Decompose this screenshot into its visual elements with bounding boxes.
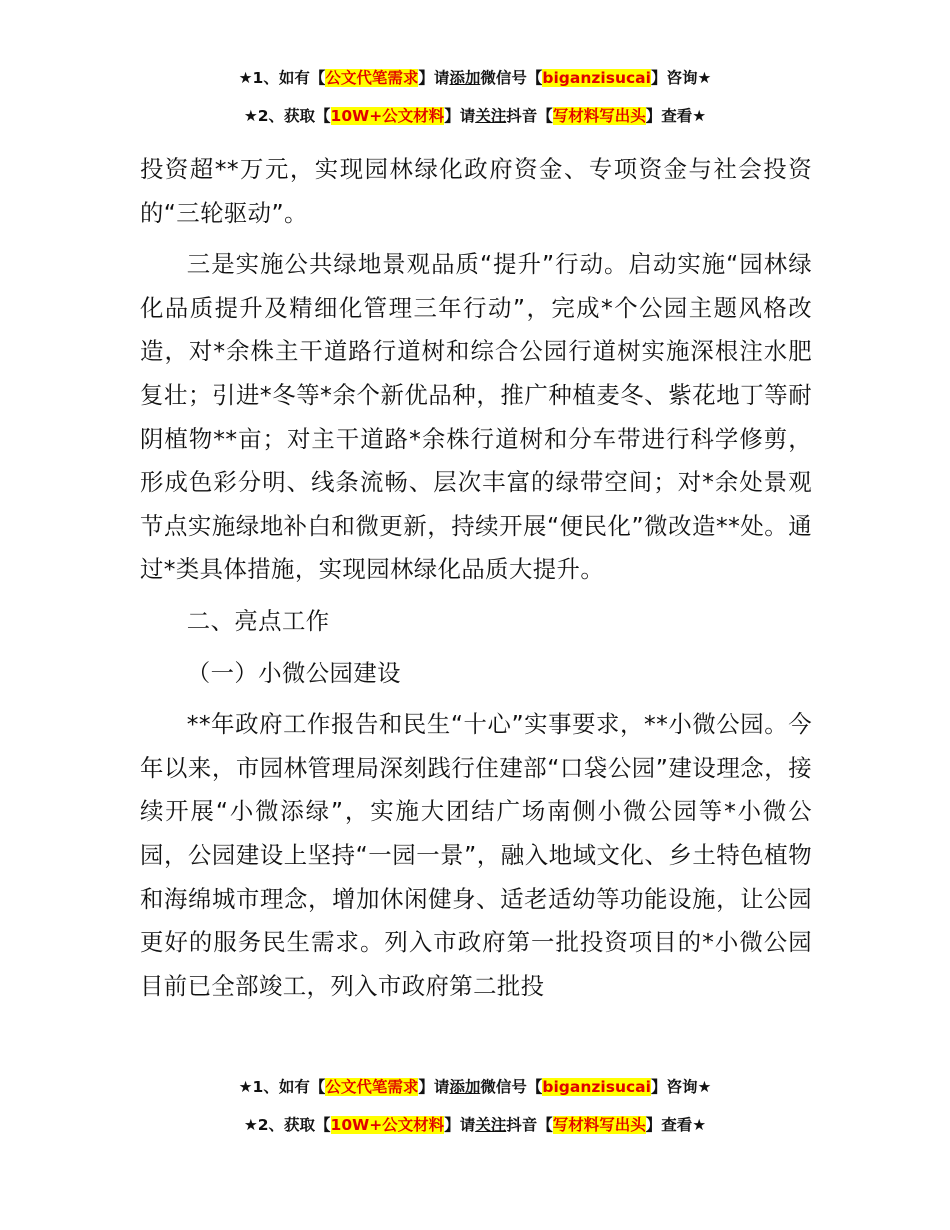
banner-line-1	[0, 59, 950, 97]
banner-text: 2、获取【	[257, 107, 331, 125]
document-body	[140, 148, 812, 1008]
banner-highlight-service: 公文代笔需求	[325, 69, 419, 87]
banner-highlight-douyin: 写材料写出头	[552, 1116, 646, 1134]
banner-line-2	[0, 97, 950, 135]
paragraph-small-parks: **年政府工作报告和民生“十心”实事要求，**小微公园。今年以来，市园林管理局深刻践行住建部“口袋公园”建设理念，接续开展“小微添绿”，实施大团结广场南侧小微公园等*小微公园，公园建设上坚持“一园一景”，融入地域文化、乡土特色植物和海绵城市理念，增加休闲健身、适老适幼等功能设施，让公园更好的服务民生需求。列入市政府第一批投资项目的*小微公园目前已全部竣工，列入市政府第二批投	[140, 710, 812, 1000]
banner-text: 1、如有【	[252, 1078, 326, 1096]
banner-text: 】请	[444, 107, 476, 125]
banner-text: 】请	[418, 69, 450, 87]
star-icon: ★	[692, 107, 707, 125]
banner-highlight-wechat: biganzisucai	[542, 69, 651, 87]
banner-highlight-materials: 10W+公文材料	[330, 1116, 445, 1134]
footer-banner	[0, 1068, 950, 1144]
section-heading: 二、亮点工作	[186, 606, 330, 635]
banner-text: 1、如有【	[252, 69, 326, 87]
banner-underline: 关注	[475, 1116, 507, 1134]
header-banner	[0, 59, 950, 135]
subsection-heading: （一）小微公园建设	[186, 658, 401, 687]
banner-underline: 关注	[475, 107, 507, 125]
banner-text: 】咨询	[650, 69, 698, 87]
banner-text: 微信号【	[480, 1078, 543, 1096]
banner-text: 】请	[418, 1078, 450, 1096]
banner-highlight-wechat: biganzisucai	[542, 1078, 651, 1096]
banner-text: 2、获取【	[257, 1116, 331, 1134]
banner-text: 】咨询	[650, 1078, 698, 1096]
banner-text: 抖音【	[506, 107, 553, 125]
star-icon: ★	[243, 1116, 258, 1134]
banner-line-1	[0, 1068, 950, 1106]
star-icon: ★	[238, 1078, 253, 1096]
banner-text: 】查看	[645, 1116, 693, 1134]
banner-highlight-douyin: 写材料写出头	[552, 107, 646, 125]
paragraph-continuation: 投资超**万元，实现园林绿化政府资金、专项资金与社会投资的“三轮驱动”。	[140, 155, 812, 227]
star-icon: ★	[697, 69, 712, 87]
star-icon: ★	[692, 1116, 707, 1134]
banner-highlight-materials: 10W+公文材料	[330, 107, 445, 125]
star-icon: ★	[697, 1078, 712, 1096]
banner-text: 】查看	[645, 107, 693, 125]
banner-text: 】请	[444, 1116, 476, 1134]
banner-underline: 添加	[449, 1078, 481, 1096]
banner-highlight-service: 公文代笔需求	[325, 1078, 419, 1096]
banner-underline: 添加	[449, 69, 481, 87]
banner-text: 微信号【	[480, 69, 543, 87]
star-icon: ★	[238, 69, 253, 87]
banner-line-2	[0, 1106, 950, 1144]
paragraph-item-three: 三是实施公共绿地景观品质“提升”行动。启动实施“园林绿化品质提升及精细化管理三年行动”，完成*个公园主题风格改造，对*余株主干道路行道树和综合公园行道树实施深根注水肥复壮；引进*冬等*余个新优品种，推广种植麦冬、紫花地丁等耐阴植物**亩；对主干道路*余株行道树和分车带进行科学修剪，形成色彩分明、线条流畅、层次丰富的绿带空间；对*余处景观节点实施绿地补白和微更新，持续开展“便民化”微改造**处。通过*类具体措施，实现园林绿化品质大提升。	[140, 250, 812, 584]
banner-text: 抖音【	[506, 1116, 553, 1134]
star-icon: ★	[243, 107, 258, 125]
